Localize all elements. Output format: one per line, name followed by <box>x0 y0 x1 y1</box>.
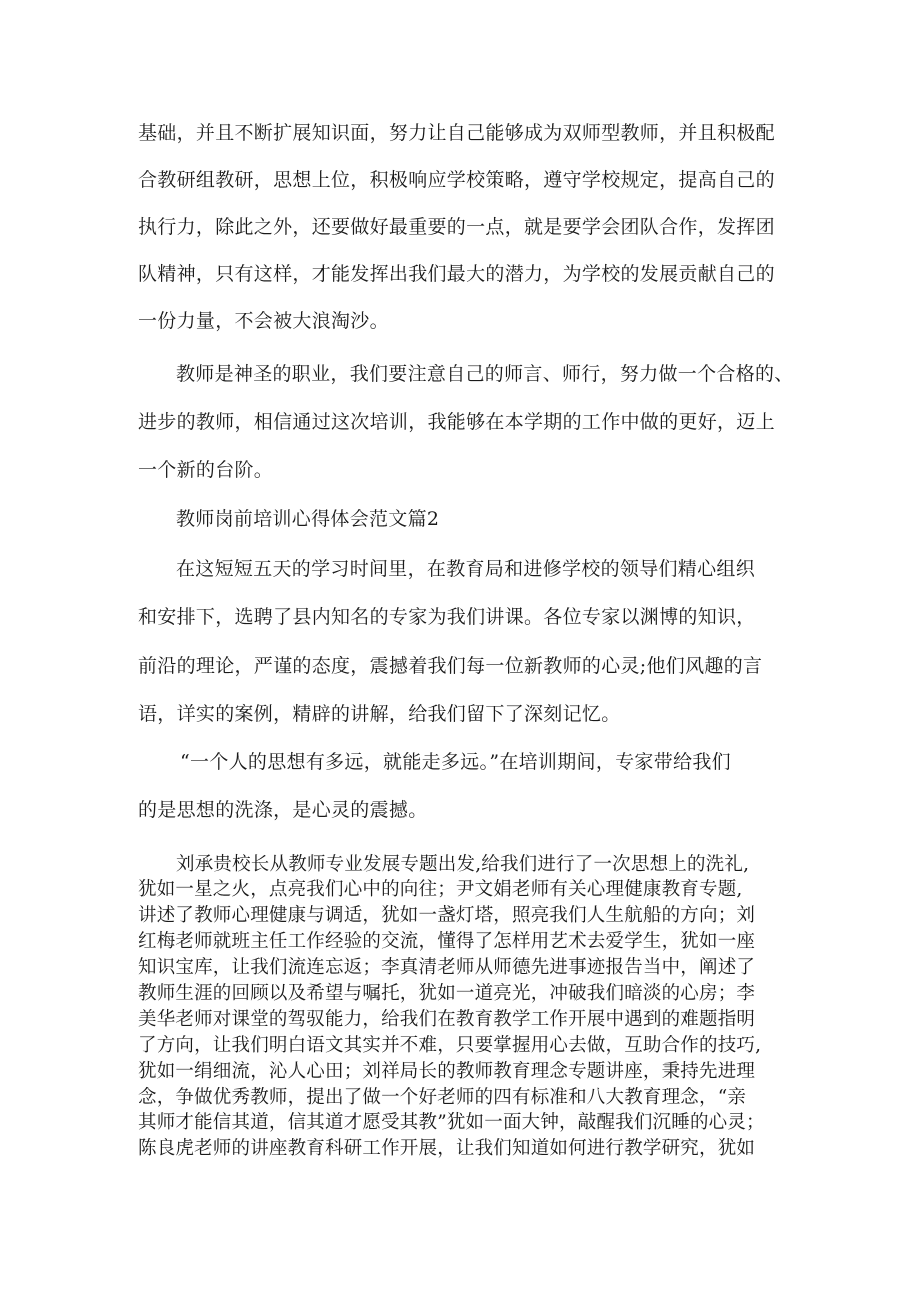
text-line: “一个人的思想有多远，就能走多远。”在培训期间，专家带给我们 <box>180 751 731 773</box>
text-line: 了方向，让我们明白语文其实并不难，只要掌握用心去做，互助合作的技巧, <box>138 1035 762 1056</box>
text-line: 基础，并且不断扩展知识面，努力让自己能够成为双师型教师，并且积极配 <box>138 122 775 144</box>
text-line: 犹如一绢细流，沁人心田；刘祥局长的教师教育理念专题讲座，秉持先进理 <box>138 1061 756 1082</box>
text-line: 知识宝库，让我们流连忘返；李真清老师从师德先进事迹报告当中，阐述了 <box>138 957 756 978</box>
text-line: 其师才能信其道，信其道才愿受其教”犹如一面大钟，敲醒我们沉睡的心灵； <box>138 1112 765 1133</box>
text-line: 前沿的理论，严谨的态度，震撼着我们每一位新教师的心灵;他们风趣的言 <box>138 655 763 677</box>
text-line: 陈良虎老师的讲座教育科研工作开展，让我们知道如何进行教学研究，犹如 <box>138 1138 756 1159</box>
text-line: 刘承贵校长从教师专业发展专题出发,给我们进行了一次思想上的洗礼, <box>176 854 750 875</box>
text-line: 进步的教师，相信通过这次培训，我能够在本学期的工作中做的更好，迈上 <box>138 411 775 433</box>
text-line: 在这短短五天的学习时间里，在教育局和进修学校的领导们精心组织 <box>176 558 756 580</box>
text-line: 教师是神圣的职业，我们要注意自己的师言、师行，努力做一个合格的、 <box>176 363 794 385</box>
text-line: 和安排下，选聘了县内知名的专家为我们讲课。各位专家以渊博的知识， <box>138 606 756 628</box>
text-line: 语，详实的案例，精辟的讲解，给我们留下了深刻记忆。 <box>138 703 621 725</box>
text-line: 队精神，只有这样，才能发挥出我们最大的潜力，为学校的发展贡献自己的 <box>138 263 775 285</box>
text-line: 讲述了教师心理健康与调适，犹如一盏灯塔，照亮我们人生航船的方向；刘 <box>138 905 756 926</box>
text-line: 合教研组教研，思想上位，积极响应学校策略，遵守学校规定，提高自己的 <box>138 169 775 191</box>
text-line: 一份力量，不会被大浪淘沙。 <box>138 310 389 332</box>
text-line: 教师生涯的回顾以及希望与嘱托，犹如一道亮光，冲破我们暗淡的心房；李 <box>138 983 756 1004</box>
section-title: 教师岗前培训心得体会范文篇2 <box>176 508 440 530</box>
text-line: 红梅老师就班主任工作经验的交流，懂得了怎样用艺术去爱学生，犹如一座 <box>138 931 756 952</box>
text-line: 美华老师对课堂的驾驭能力，给我们在教育教学工作开展中遇到的难题指明 <box>138 1009 756 1030</box>
text-line: 执行力，除此之外，还要做好最重要的一点，就是要学会团队合作，发挥团 <box>138 216 775 238</box>
text-line: 念，争做优秀教师，提出了做一个好老师的四有标准和八大教育理念，“亲 <box>138 1087 747 1108</box>
text-line: 一个新的台阶。 <box>138 459 274 481</box>
text-line: 的是思想的洗涤，是心灵的震撼。 <box>138 799 428 821</box>
text-line: 犹如一星之火，点亮我们心中的向往；尹文娟老师有关心理健康教育专题, <box>138 879 743 900</box>
